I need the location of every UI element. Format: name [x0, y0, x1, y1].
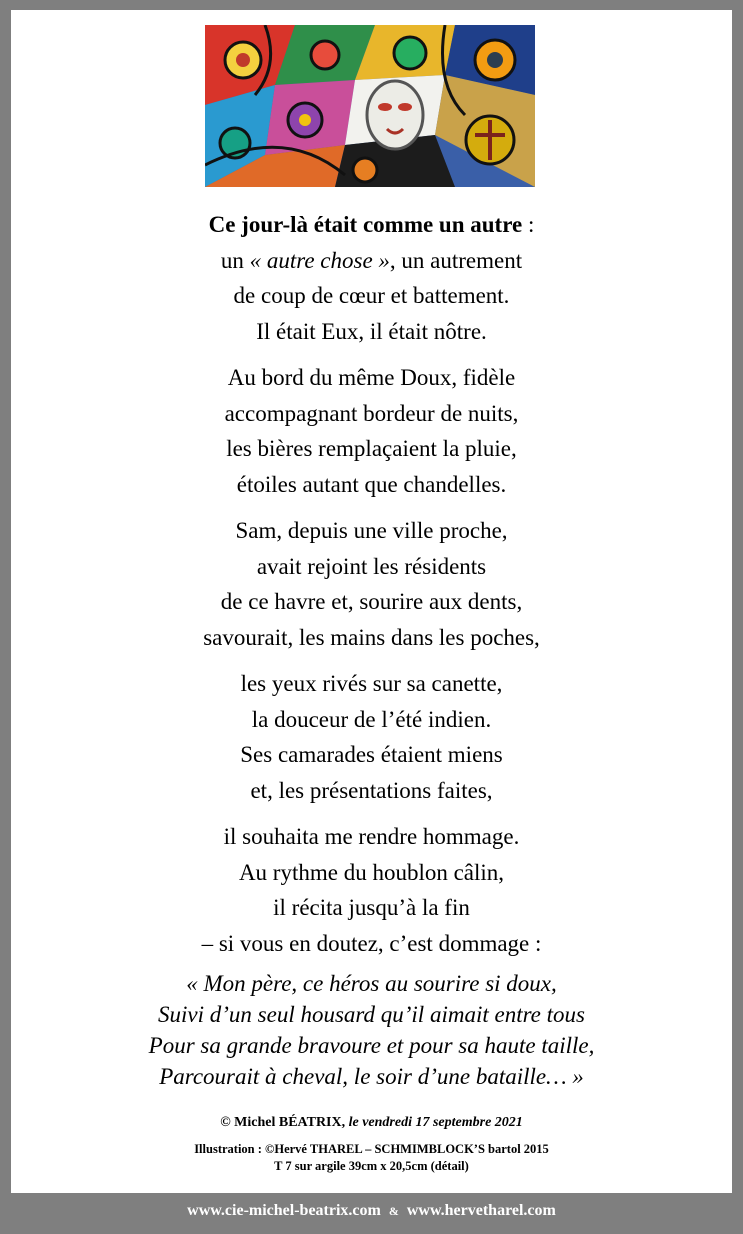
artwork-detail: T 7 sur argile 39cm x 20,5cm (détail) [274, 1159, 469, 1173]
poem-line: Au bord du même Doux, fidèle [227, 365, 516, 390]
author-credit [11, 1113, 732, 1133]
poem-line: savourait, les mains dans les poches, [203, 624, 540, 650]
painted-masks-artwork [205, 25, 535, 187]
poem-line: et, les présentations faites, [250, 777, 493, 803]
poem-line: de coup de cœur et battement. [233, 283, 510, 308]
poem-line: Au rythme du houblon câlin, [238, 859, 505, 885]
poem-italic-phrase: « autre chose » [249, 247, 390, 273]
footer-links [0, 1193, 743, 1234]
poem-line: il récita jusqu’à la fin [273, 895, 470, 920]
illustration-credit: Illustration : ©Hervé THAREL – SCHMIMBLOCK’S bartol 2015 [194, 1142, 549, 1156]
author-name: © Michel BÉATRIX, [220, 1115, 349, 1130]
stanza-3 [11, 513, 732, 655]
poem-line: les bières remplaçaient la pluie, [226, 436, 517, 461]
poem-line: étoiles autant que chandelles. [236, 471, 507, 497]
quote-line: Pour sa grande bravoure et pour sa haute taille, [148, 1033, 595, 1058]
stanza-4 [11, 666, 732, 808]
credits [11, 1113, 732, 1175]
poem-line: avait rejoint les résidents [256, 553, 487, 579]
quote-line: « Mon père, ce héros au sourire si doux, [186, 971, 557, 996]
poem-line: de ce havre et, sourire aux dents, [220, 589, 523, 614]
poem-title-phrase: Ce jour-là était comme un autre [208, 212, 523, 237]
poem-line-suffix: : [522, 212, 535, 237]
quote-line: Parcourait à cheval, le soir d’une bataille… » [159, 1064, 584, 1089]
quoted-verse [11, 968, 732, 1092]
poem-line [11, 207, 732, 243]
publication-date: le vendredi 17 septembre 2021 [348, 1115, 523, 1130]
stanza-2 [11, 360, 732, 502]
website-link-beatrix[interactable]: www.cie-michel-beatrix.com [187, 1202, 381, 1219]
poem-line: Ses camarades étaient miens [240, 742, 503, 767]
ampersand: & [388, 1204, 399, 1218]
poem-line: la douceur de l’été indien. [251, 706, 492, 732]
stanza-1 [11, 207, 732, 349]
website-link-tharel[interactable]: www.hervetharel.com [406, 1202, 556, 1219]
poem-line-prefix: un [220, 247, 250, 273]
poem-line: Il était Eux, il était nôtre. [256, 318, 487, 344]
poem-line: il souhaita me rendre hommage. [223, 824, 520, 849]
stanza-5 [11, 819, 732, 961]
illustration-image [205, 25, 535, 187]
poem-line [11, 243, 732, 279]
poem-line: Sam, depuis une ville proche, [235, 518, 508, 543]
poem-card [11, 10, 732, 1193]
poem-line-suffix: , un autrement [389, 247, 523, 273]
poem-line: accompagnant bordeur de nuits, [224, 400, 519, 426]
poem-line: – si vous en doutez, c’est dommage : [201, 930, 542, 956]
quote-line: Suivi d’un seul housard qu’il aimait entre tous [158, 1002, 585, 1027]
poem-line: les yeux rivés sur sa canette, [240, 671, 503, 696]
poem-body [11, 207, 732, 972]
